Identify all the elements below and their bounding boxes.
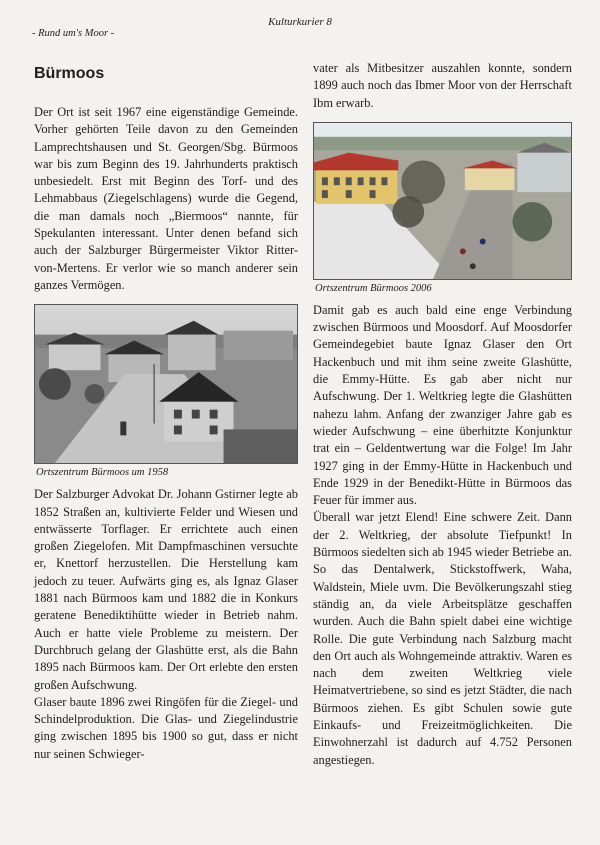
header-section-label: - Rund um's Moor - [32, 28, 115, 39]
page-header [0, 0, 600, 50]
paragraph-glaser: Glaser baute 1896 zwei Ringöfen für die Ziegel- und Schindelproduktion. Die Glas- und Ziegelindustrie ging zwischen 1895 bis 1900 so gut, dass er nicht nur seinen Schwieger- [34, 694, 298, 761]
left-column [34, 60, 298, 763]
paragraph-gstirner: Der Salzburger Advokat Dr. Johann Gstirner legte ab 1852 Straßen an, kultivierte Felder und Wiesen und entwässerte Torflager. Er errichtete auch einen großen Ziegelofen. Mit Dampfmaschinen versuchte er, Knettorf herzustellen. Die Herstellung kam jedoch zu teuer. Aufwärts ging es, als Ignaz Glaser 1881 nach Bürmoos kam und 1882 die in Konkurs geratene Benediktihütte wieder in Betrieb nahm. Auch er hatte viele Probleme zu meistern. Der Durchbruch gelang der Glashütte erst, als die Bahn 1895 nach Bürmoos kam. Der Ort erlebte den ersten großen Aufschwung. [34, 487, 298, 692]
caption-2006: Ortszentrum Bürmoos 2006 [315, 282, 432, 294]
paragraph-moosdorf: Damit gab es auch bald eine enge Verbindung zwischen Bürmoos und Moosdorf. Auf Moosdorfer Gemeindegebiet baute Ignaz Glaser den Ort Hackenbuch und mit ihm seine zweite Glashütte, die Emmy-Hütte. Es gab aber nicht nur Aufschwung. Der 1. Weltkrieg legte die Glashütten nahezu lahm. Anfang der zwanziger Jahre gab es wieder Aufschwung – eine überhitzte Konjunktur trat ein – Geldentwertung war die Folge! Im Jahr 1927 ging in der Emmy-Hütte in Hackenbuch und Ende 1929 in der Benedikt-Hütte in Bürmoos das Feuer für immer aus. [313, 302, 572, 508]
caption-1958: Ortszentrum Bürmoos um 1958 [36, 467, 169, 479]
header-publication-title: Kulturkurier 8 [268, 16, 332, 28]
figure-1958 [34, 304, 298, 480]
article-title: Bürmoos [34, 65, 105, 82]
paragraph-modern: Überall war jetzt Elend! Eine schwere Zeit. Dann der 2. Weltkrieg, der absolute Tiefpunkt! In Bürmoos siedelten sich ab 1945 wieder Betriebe an. So das Dentalwerk, Stickstoffwerk, Waha, Waldstein, Miele uvm. Die Bevölkerungszahl stieg ständig an, da viele Arbeitsplätze geschaffen wurden. Auch die Bahn spielt dabei eine wichtige Rolle. Die gute Verbindung nach Salzburg macht den Ort auch als Wohngemeinde attraktiv. Waren es nach dem zweiten Weltkrieg viele Heimatvertriebene, so sind es jetzt Städter, die nach Bürmoos ziehen. Es gibt Schulen sowie gute Einkaufs- und Freizeitmöglichkeiten. Die Einwohnerzahl ist dadurch auf 4.752 Personen angestiegen. [313, 510, 572, 767]
photo-ortszentrum-2006 [313, 122, 572, 280]
paragraph-continuation: vater als Mitbesitzer auszahlen konnte, sondern 1899 auch noch das Ibmer Moor von der Herrschaft Ibm erwarb. [313, 61, 572, 110]
figure-2006 [313, 122, 572, 296]
paragraph-intro: Der Ort ist seit 1967 eine eigenständige Gemeinde. Vorher gehörten Teile davon zu den Gemeinden Lamprechtshausen und St. Georgen/Sbg. Bürmoos war bis zum Beginn des 19. Jahrhunderts praktisch unbesiedelt. Erst mit Beginn des Torf- und des Lehmabbaus (Ziegelschlagens) wurde die Gegend, die man damals noch „Biermoos“ nannte, für Spekulanten interessant. Unter denen befand sich auch der Salzburger Bürgermeister Viktor Ritter-von-Mertens. Er verlor wie so manch anderer sein ganzes Vermögen. [34, 105, 298, 292]
photo-ortszentrum-1958 [34, 304, 298, 464]
right-column [313, 60, 572, 769]
